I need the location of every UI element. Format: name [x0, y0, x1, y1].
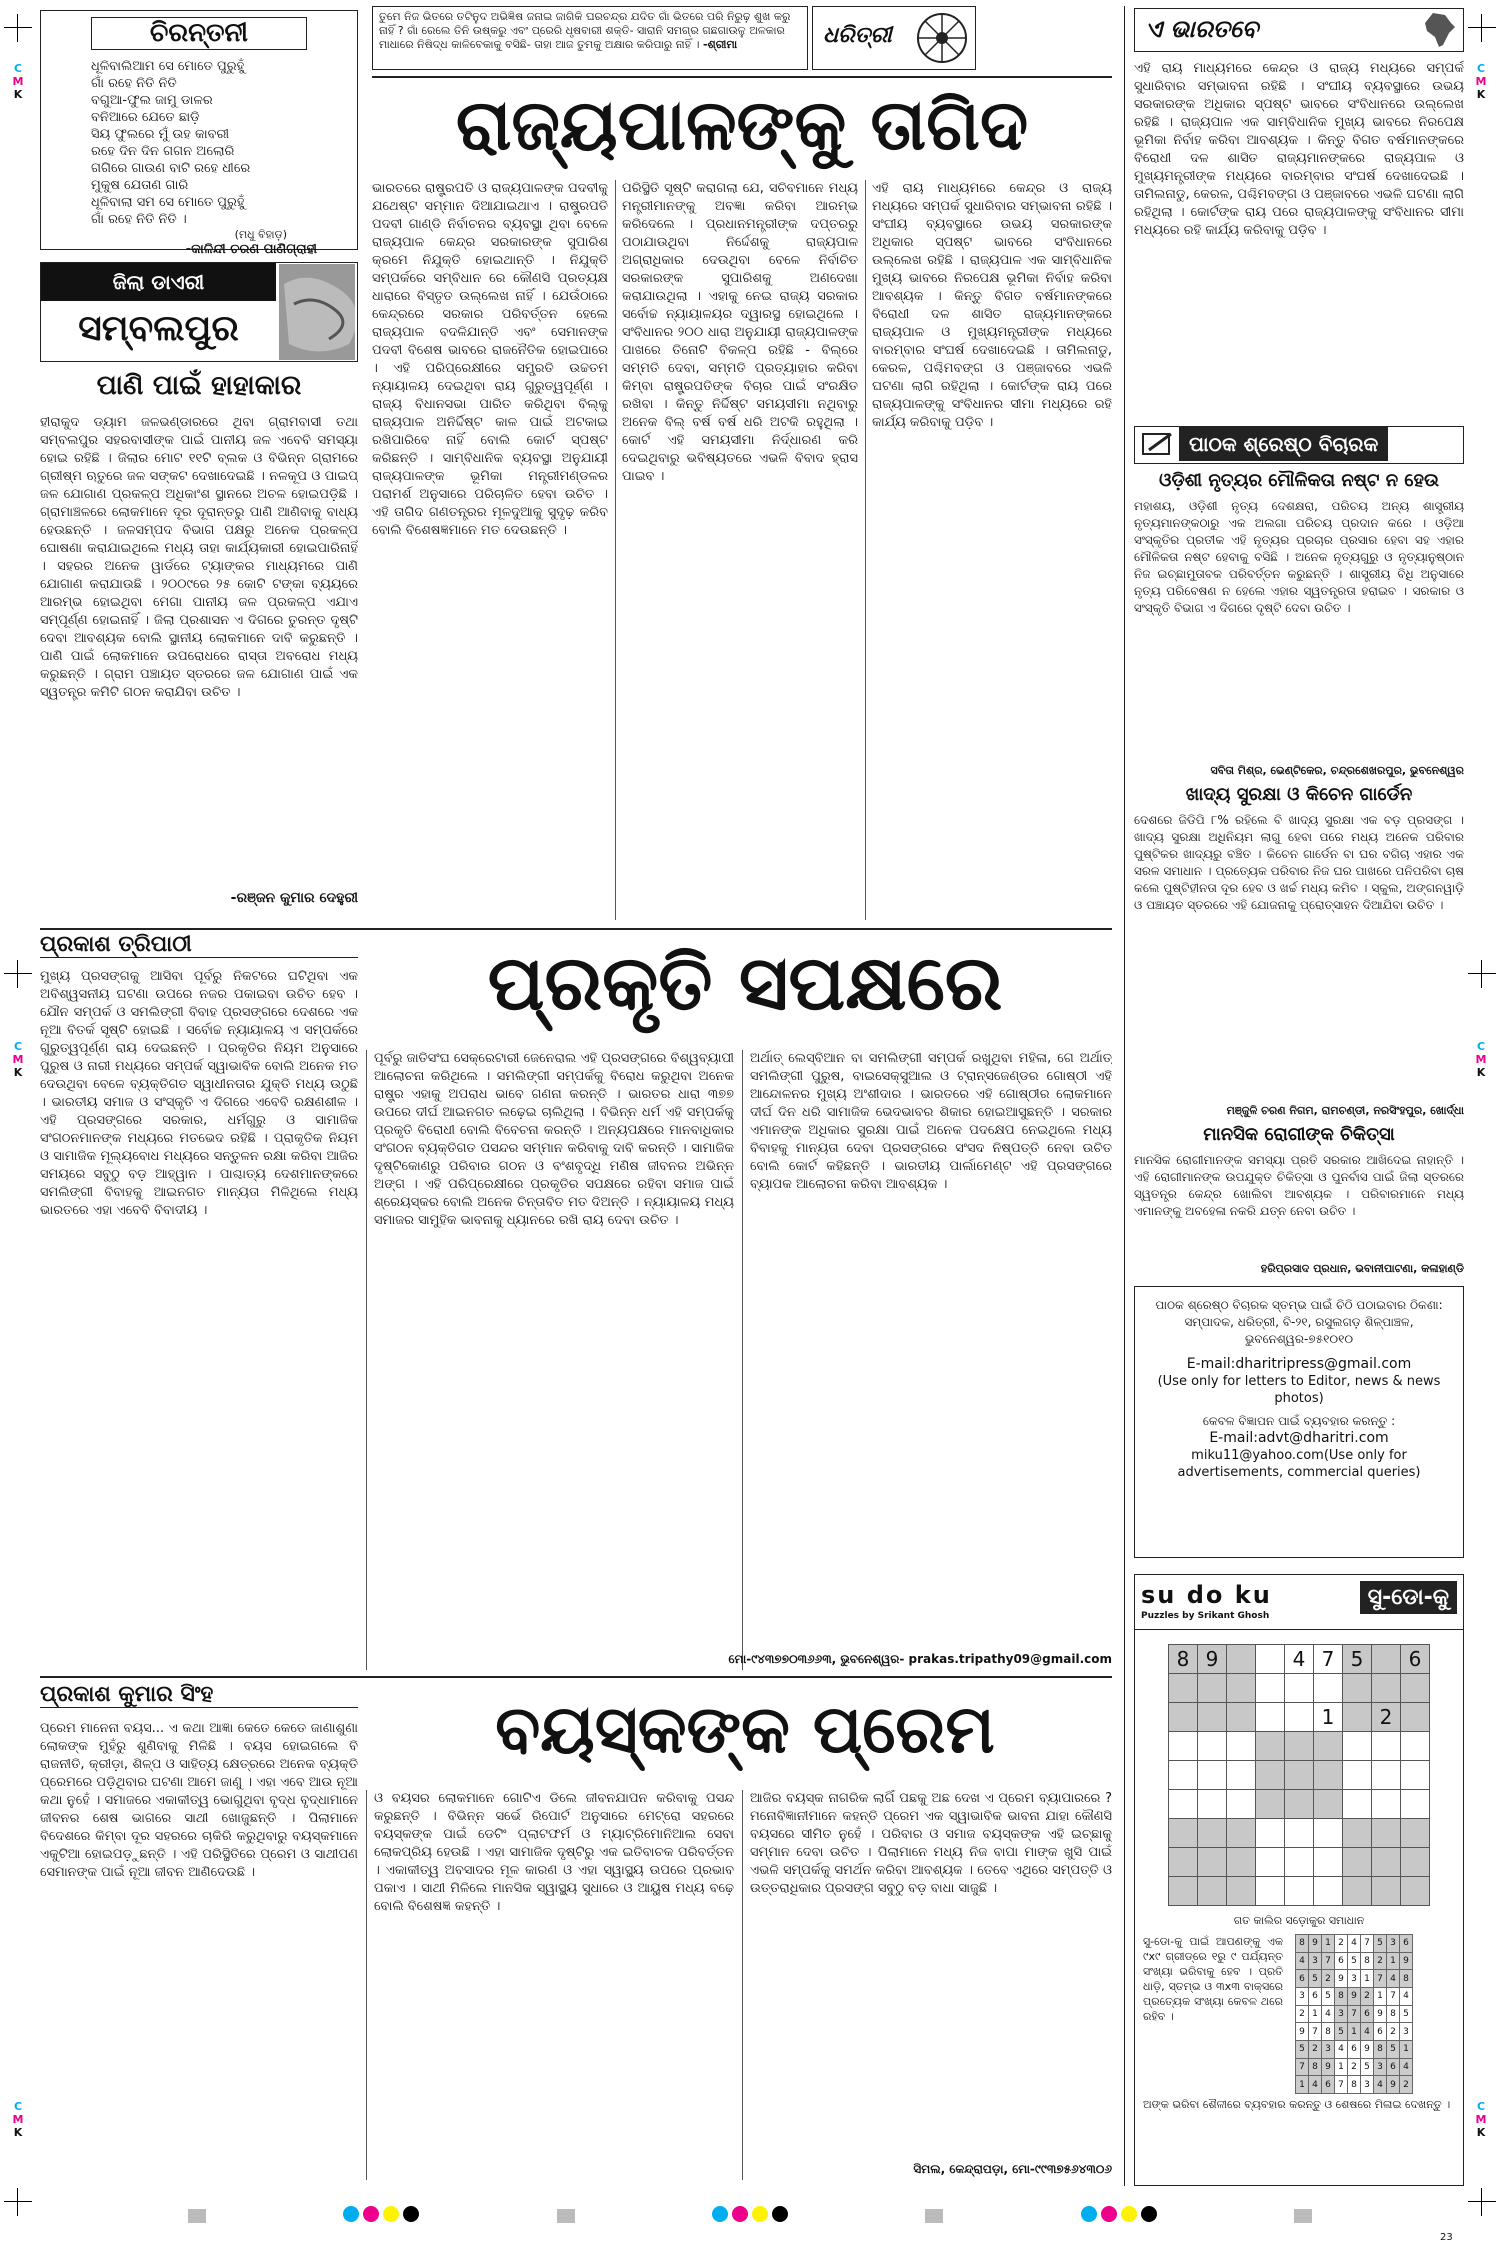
sudoku-cell[interactable] — [1401, 1877, 1430, 1906]
solution-cell: 5 — [1309, 1970, 1322, 1988]
sudoku-cell[interactable] — [1169, 1819, 1198, 1848]
prema-author: ପ୍ରକାଶ କୁମାର ସିଂହ — [40, 1682, 358, 1708]
sudoku-cell[interactable] — [1343, 1761, 1372, 1790]
registration-mark — [1468, 960, 1496, 988]
sudoku-cell[interactable] — [1169, 1848, 1198, 1877]
pani-byline: -ରଞ୍ଜନ କୁମାର ଦେହୁରୀ — [230, 890, 358, 906]
solution-cell: 7 — [1387, 1987, 1400, 2005]
cmyk-side-mark: C M K — [12, 1040, 24, 1079]
poem-line: ଗଗିରେ ଗାଉଣ ବାଟି ରହେ ଧୀରେ — [91, 161, 251, 176]
solution-cell: 9 — [1296, 2023, 1309, 2041]
prakruti-col2: ପୂର୍ବରୁ ଜାତିସଂଘ ସେକ୍ରେଟାରୀ ଜେନେରାଲ ଏହି ପ୍ରସଙ୍ଗରେ ବିଶ୍ୱବ୍ୟାପୀ ଆଲୋଚନା କରିଥିଲେ । ସମଲିଙ୍ଗୀ ସମ୍ପର୍କକୁ ବିରୋଧ କରୁଥିବା ଅନେକ ରାଷ୍ଟ୍ର ଏହାକୁ ଅପରାଧ ଭାବେ ଗଣନା କରନ୍ତି । ଭାରତର ଧାରା ୩୭୭ ଉପରେ ଦୀର୍ଘ ଆଇନଗତ ଲଢ଼େଇ ଚାଲିଥିଲା । ବିଭିନ୍ନ ଧର୍ମ ଏହି ସମ୍ପର୍କକୁ ପ୍ରକୃତି ବିରୋଧୀ ବୋଲି ବିବେଚନା କରନ୍ତି । ଅନ୍ୟପକ୍ଷରେ ମାନବାଧିକାର ସଂଗଠନ ବ୍ୟକ୍ତିଗତ ପସନ୍ଦର ସମ୍ମାନ କରିବାକୁ ଦାବି କରନ୍ତି । ସାମାଜିକ ଦୃଷ୍ଟିକୋଣରୁ ପରିବାର ଗଠନ ଓ ବଂଶବୃଦ୍ଧି ମଣିଷ ଜୀବନର ଅଭିନ୍ନ ଅଙ୍ଗ । ଏହି ପରିପ୍ରେକ୍ଷୀରେ ପ୍ରକୃତିର ସପକ୍ଷରେ ରହିବା ସମାଜ ପାଇଁ ଶ୍ରେୟସ୍କର ବୋଲି ଅନେକ ଚିନ୍ତାବିତ ମତ ଦିଅନ୍ତି । ନ୍ୟାୟାଳୟ ମଧ୍ୟ ସମାଜର ସାମୁହିକ ଭାବନାକୁ ଧ୍ୟାନରେ ରଖି ରାୟ ଦେବା ଉଚିତ । — [374, 1051, 734, 1228]
registration-mark — [4, 960, 32, 988]
sudoku-cell[interactable] — [1256, 1848, 1285, 1877]
sudoku-answer-caption: ଗତ କାଲିର ସଡ଼ୋକୁର ସମାଧାନ — [1233, 1914, 1365, 1927]
cmyk-dots — [1079, 2206, 1159, 2226]
rajyapal-col2: ପରିସ୍ଥିତି ସୃଷ୍ଟି କରାଗଲା ଯେ, ସଚିବମାନେ ମଧ୍ୟ ମନ୍ତ୍ରୀମାନଙ୍କୁ ଅବଜ୍ଞା କରିବା ଆରମ୍ଭ କରିଦେଲେ । ପ୍ରଧାନମନ୍ତ୍ରୀଙ୍କ ଦପ୍ତରରୁ ପଠାଯାଉଥିବା ନିର୍ଦ୍ଦେଶକୁ ରାଜ୍ୟପାଳ ଅଗ୍ରାଧିକାର ଦେଉଥିବା ବେଳେ ନିର୍ବାଚିତ ସରକାରଙ୍କ ସୁପାରିଶକୁ ଅଣଦେଖା କରାଯାଉଥିଲା । ଏହାକୁ ନେଇ ରାଜ୍ୟ ସରକାର ସର୍ବୋଚ୍ଚ ନ୍ୟାୟାଳୟର ଦ୍ୱାରସ୍ଥ ହୋଇଥିଲେ । ସଂବିଧାନର ୨୦୦ ଧାରା ଅନୁଯାୟୀ ରାଜ୍ୟପାଳଙ୍କ ପାଖରେ ତିନୋଟି ବିକଳ୍ପ ରହିଛି - ବିଲ୍‌ରେ ସମ୍ମତି ଦେବା, ସମ୍ମତି ପ୍ରତ୍ୟାହାର କରିବା କିମ୍ବା ରାଷ୍ଟ୍ରପତିଙ୍କ ବିଚାର ପାଇଁ ସଂରକ୍ଷିତ ରଖିବା । କିନ୍ତୁ ନିର୍ଦ୍ଦିଷ୍ଟ ସମୟସୀମା ନଥିବାରୁ ଅନେକ ବିଲ୍ ବର୍ଷ ବର୍ଷ ଧରି ଅଟକି ରହୁଥିଲା । କୋର୍ଟ ଏହି ସମୟସୀମା ନିର୍ଦ୍ଧାରଣ କରି ଦେଇଥିବାରୁ ଭବିଷ୍ୟତରେ ଏଭଳି ବିବାଦ ହ୍ରାସ ପାଇବ । — [622, 181, 858, 484]
poem-line: ବନିଆରେ ଯେତେ ଛାଡ଼ି — [91, 110, 200, 125]
solution-cell: 4 — [1296, 1952, 1309, 1970]
letter2-sign: ମଞ୍ଜୁଳି ଚରଣ ନିଗମ, ରାମଚଣ୍ଡୀ, ନରସିଂହପୁର, ଖୋର୍ଦ୍ଧା — [1226, 1104, 1464, 1117]
solution-cell: 8 — [1309, 2058, 1322, 2076]
dharitri-logo: ଧରିତ୍ରୀ — [823, 23, 892, 48]
solution-cell: 8 — [1387, 2005, 1400, 2023]
prakruti-col3: ଅର୍ଥାତ୍ ଲେସ୍‌ବିଆନ ବା ସମଲିଙ୍ଗୀ ସମ୍ପର୍କ ରଖୁଥିବା ମହିଳା, ଗେ ଅର୍ଥାତ୍ ସମଲିଙ୍ଗୀ ପୁରୁଷ, ବାଇସେକ୍ସୁଆଲ ଓ ଟ୍ରାନ୍ସଜେଣ୍ଡର ଗୋଷ୍ଠୀ ଏହି ଆନ୍ଦୋଳନର ମୁଖ୍ୟ ଅଂଶୀଦାର । ଭାରତରେ ଏହି ଗୋଷ୍ଠୀର ଲୋକମାନେ ଦୀର୍ଘ ଦିନ ଧରି ସାମାଜିକ ଭେଦଭାବର ଶିକାର ହୋଇଆସୁଛନ୍ତି । ସରକାର ଏମାନଙ୍କ ଅଧିକାର ସୁରକ୍ଷା ପାଇଁ ଅନେକ ପଦକ୍ଷେପ ନେଇଥିଲେ ମଧ୍ୟ ବିବାହକୁ ମାନ୍ୟତା ଦେବା ପ୍ରସଙ୍ଗରେ ସଂସଦ ନିଷ୍ପତ୍ତି ନେବା ଉଚିତ ବୋଲି କୋର୍ଟ କହିଛନ୍ତି । ଭାରତୀୟ ପାର୍ଲାମେଣ୍ଟ ଏହି ପ୍ରସଙ୍ଗରେ ବ୍ୟାପକ ଆଲୋଚନା କରିବା ଆବଶ୍ୟକ । — [750, 1051, 1112, 1192]
solution-cell: 3 — [1361, 2076, 1374, 2094]
solution-cell: 9 — [1322, 2058, 1335, 2076]
poem-line: ମୁକୁଷ ଯେତାଣ ଗାରି — [91, 178, 189, 193]
prakruti-byline: ମୋ-୯୪୩୭୭୦୩୬୬୩, ଭୁବନେଶ୍ୱର- prakas.tripathy09@gmail.com — [728, 1652, 1112, 1666]
solution-cell: 3 — [1335, 2005, 1348, 2023]
solution-cell: 7 — [1296, 2058, 1309, 2076]
sudoku-cell[interactable] — [1256, 1703, 1285, 1732]
solution-cell: 8 — [1400, 1970, 1413, 1988]
prema-byline: ସିମଲ, କେନ୍ଦ୍ରାପଡ଼ା, ମୋ-୯୯୩୭୫୬୪୩୦୬ — [913, 2162, 1112, 2176]
sudoku-cell[interactable] — [1314, 1848, 1343, 1877]
solution-cell: 4 — [1400, 1987, 1413, 2005]
prakruti-col1: ମୁଖ୍ୟ ପ୍ରସଙ୍ଗକୁ ଆସିବା ପୂର୍ବରୁ ନିକଟରେ ଘଟିଥିବା ଏକ ଅବିଶ୍ୱସନୀୟ ଘଟଣା ଉପରେ ନଜର ପକାଇବା ଉଚିତ ହେବ । ଯୌନ ସମ୍ପର୍କ ଓ ସମଲିଙ୍ଗୀ ବିବାହ ପ୍ରସଙ୍ଗରେ ଦେଶରେ ଏକ ନୂଆ ବିତର୍କ ସୃଷ୍ଟି ହୋଇଛି । ସର୍ବୋଚ୍ଚ ନ୍ୟାୟାଳୟ ଏ ସମ୍ପର୍କରେ ଗୁରୁତ୍ୱପୂର୍ଣ୍ଣ ରାୟ ଦେଇଛନ୍ତି । ପ୍ରକୃତିର ନିୟମ ଅନୁସାରେ ପୁରୁଷ ଓ ନାରୀ ମଧ୍ୟରେ ସମ୍ପର୍କ ସ୍ୱାଭାବିକ ବୋଲି ଅନେକ ମତ ଦେଉଥିବା ବେଳେ ବ୍ୟକ୍ତିଗତ ସ୍ୱାଧୀନତାର ଯୁକ୍ତି ମଧ୍ୟ ଉଠୁଛି । ଭାରତୀୟ ସମାଜ ଓ ସଂସ୍କୃତି ଏ ଦିଗରେ ଏବେବି ରକ୍ଷଣଶୀଳ । ଏହି ପ୍ରସଙ୍ଗରେ ସରକାର, ଧର୍ମଗୁରୁ ଓ ସାମାଜିକ ସଂଗଠନମାନଙ୍କ ମଧ୍ୟରେ ମତଭେଦ ରହିଛି । ପ୍ରାକୃତିକ ନିୟମ ଓ ସାମାଜିକ ମୂଲ୍ୟବୋଧ ମଧ୍ୟରେ ସନ୍ତୁଳନ ରକ୍ଷା କରିବା ଆଜିର ସମୟରେ ସବୁଠୁ ବଡ଼ ଆହ୍ୱାନ । ପାଶ୍ଚାତ୍ୟ ଦେଶମାନଙ୍କରେ ସମଲିଙ୍ଗୀ ବିବାହକୁ ଆଇନଗତ ମାନ୍ୟତା ମିଳିଥିଲେ ମଧ୍ୟ ଭାରତରେ ଏହା ଏବେବି ବିବାଦୀୟ । — [40, 969, 358, 1218]
solution-cell: 3 — [1322, 2040, 1335, 2058]
solution-cell: 5 — [1322, 1987, 1335, 2005]
registration-mark — [1468, 14, 1496, 42]
prema-col1: ପ୍ରେମ ମାନେନା ବୟସ... ଏ କଥା ଆଜ୍ଞା କେତେ କେତେ ଜାଣାଶୁଣା ଲୋକଙ୍କ ମୁହଁରୁ ଶୁଣିବାକୁ ମିଳିଛି । ବୟସ ହୋଇଗଲେ ବି ରାଜନୀତି, କ୍ରୀଡ଼ା, ଶିଳ୍ପ ଓ ସାହିତ୍ୟ କ୍ଷେତ୍ରରେ ଅନେକ ବ୍ୟକ୍ତି ପ୍ରେମରେ ପଡ଼ିଥିବାର ଘଟଣା ଆମେ ଜାଣୁ । ଏହା ଏବେ ଆଉ ନୂଆ କଥା ନୁହେଁ । ସମାଜରେ ଏକାକୀତ୍ୱ ଭୋଗୁଥିବା ବୃଦ୍ଧ ବୃଦ୍ଧାମାନେ ଜୀବନର ଶେଷ ଭାଗରେ ସାଥୀ ଖୋଜୁଛନ୍ତି । ପିଲାମାନେ ବିଦେଶରେ କିମ୍ବା ଦୂର ସହରରେ ଚାକିରି କରୁଥିବାରୁ ବୟସ୍କମାନେ ଏକୁଟିଆ ହୋଇପଡ଼ୁଛନ୍ତି । ଏହି ପରିସ୍ଥିତିରେ ପ୍ରେମ ଓ ସାଥୀପଣ ସେମାନଙ୍କ ପାଇଁ ନୂଆ ଜୀବନ ଆଣିଦେଉଛି । — [40, 1721, 358, 1880]
adv-email[interactable]: E-mail:advt@dharitri.com — [1209, 1430, 1389, 1446]
solution-cell: 6 — [1322, 2076, 1335, 2094]
solution-cell: 6 — [1348, 2040, 1361, 2058]
registration-mark — [1468, 2188, 1496, 2216]
sudoku-credit: Puzzles by Srikant Ghosh — [1141, 1611, 1270, 1621]
registration-mark — [4, 14, 32, 42]
solution-cell: 2 — [1309, 2040, 1322, 2058]
letter3-title: ମାନସିକ ରୋଗୀଙ୍କ ଚିକିତ୍ସା — [1203, 1124, 1395, 1145]
quote-text: ତୁମେ ନିଜ ଭିତରେ ତଟିନୁଦ ଅଭିଜ୍ଞିଷ ଜନାଇ ଜାଗିକି ଘରଚନ୍ଦ୍ର ଯଦିତ ଗାଁ ଭିତରେ ପରି ନିରୁଢ଼ ଶୁଖ କରୁ ନାହିଁ ? ଗାଁ ରେଲେ ତିନି ଉଷ୍କରୁ ଏବଂ ପ୍ରେରି ଧୃଷବାରୀ ଶକ୍ତି- ସାରାନି ସମଗ୍ର ଗଛଗାଉଳୁ ଅଳକାର ମାଧାରେ ନିଷିଦ୍ଧ କାଳିବେକାକୁ ବସିଛି- ତାହା ଆଜ ତୁମକୁ ଅକ୍ଷାର କରିପାରୁ ନାହିଁ । — [379, 10, 791, 51]
cmyk-side-mark: C M K — [1475, 1040, 1487, 1079]
solution-cell: 6 — [1387, 2058, 1400, 2076]
wheel-icon — [915, 11, 969, 65]
sudoku-cell[interactable] — [1401, 1790, 1430, 1819]
edition-body: ଏହି ରାୟ ମାଧ୍ୟମରେ କେନ୍ଦ୍ର ଓ ରାଜ୍ୟ ମଧ୍ୟରେ ସମ୍ପର୍କ ସୁଧାରିବାର ସମ୍ଭାବନା ରହିଛି । ସଂଘୀୟ ବ୍ୟବସ୍ଥାରେ ଉଭୟ ସରକାରଙ୍କ ଅଧିକାର ସ୍ପଷ୍ଟ ଭାବରେ ସଂବିଧାନରେ ଉଲ୍ଲେଖ ରହିଛି । ରାଜ୍ୟପାଳ ଏକ ସାମ୍ବିଧାନିକ ମୁଖ୍ୟ ଭାବରେ ନିରପେକ୍ଷ ଭୂମିକା ନିର୍ବାହ କରିବା ଆବଶ୍ୟକ । କିନ୍ତୁ ବିଗତ ବର୍ଷମାନଙ୍କରେ ବିରୋଧୀ ଦଳ ଶାସିତ ରାଜ୍ୟମାନଙ୍କରେ ରାଜ୍ୟପାଳ ଓ ମୁଖ୍ୟମନ୍ତ୍ରୀଙ୍କ ମଧ୍ୟରେ ବାରମ୍ବାର ସଂଘର୍ଷ ଦେଖାଦେଇଛି । ତାମିଲନାଡୁ, କେରଳ, ପଶ୍ଚିମବଙ୍ଗ ଓ ପଞ୍ଜାବରେ ଏଭଳି ଘଟଣା ଲାଗି ରହିଥିଲା । କୋର୍ଟଙ୍କ ରାୟ ପରେ ରାଜ୍ୟପାଳଙ୍କୁ ସଂବିଧାନର ସୀମା ମଧ୍ୟରେ ରହି କାର୍ଯ୍ୟ କରିବାକୁ ପଡ଼ିବ । — [1134, 61, 1464, 238]
sudoku-cell[interactable] — [1169, 1674, 1198, 1703]
sudoku-cell[interactable] — [1198, 1674, 1227, 1703]
solution-cell: 6 — [1335, 1952, 1348, 1970]
solution-cell: 2 — [1296, 2005, 1309, 2023]
sudoku-cell[interactable] — [1256, 1761, 1285, 1790]
solution-cell: 8 — [1374, 2040, 1387, 2058]
sudoku-cell[interactable] — [1285, 1877, 1314, 1906]
solution-cell: 1 — [1348, 2023, 1361, 2041]
column-rule — [615, 180, 616, 920]
solution-cell: 5 — [1374, 1935, 1387, 1953]
prema-col3: ଆଜିର ବୟସ୍କ ନାଗରିକ ଲାଗିଁ ପଛକୁ ଅଛ ଦେଖ ଏ ପ୍ରେମ ବ୍ୟାପାରରେ ? ମନୋବିଜ୍ଞାନୀମାନେ କହନ୍ତି ପ୍ରେମ ଏକ ସ୍ୱାଭାବିକ ଭାବନା ଯାହା କୌଣସି ବୟସରେ ସୀମିତ ନୁହେଁ । ପରିବାର ଓ ସମାଜ ବୟସ୍କଙ୍କ ଏହି ଇଚ୍ଛାକୁ ସମ୍ମାନ ଦେବା ଉଚିତ । ପିଲାମାନେ ମଧ୍ୟ ନିଜ ବାପା ମାଙ୍କ ଖୁସି ପାଇଁ ଏଭଳି ସମ୍ପର୍କକୁ ସମର୍ଥନ କରିବା ଆବଶ୍ୟକ । ତେବେ ଏଥିରେ ସମ୍ପତ୍ତି ଓ ଉତ୍ତରାଧିକାର ପ୍ରସଙ୍ଗ ସବୁଠୁ ବଡ଼ ବାଧା ସାଜୁଛି । — [750, 1791, 1112, 1896]
letter1-sign: ସବିତା ମିଶ୍ର, ଭେଣ୍ଟିକେର, ଚନ୍ଦ୍ରଶେଖରପୁର, ଭୁବନେଶ୍ୱର — [1210, 764, 1464, 777]
sudoku-rules: ସୁ-ଡୋ-କୁ ପାଇଁ ଆପଣଙ୍କୁ ଏକ ୯x୯ ଗ୍ରୀଡ୍‌ରେ ୧ରୁ ୯ ପର୍ଯ୍ୟନ୍ତ ସଂଖ୍ୟା ଭରିବାକୁ ହେବ । ପ୍ରତି ଧାଡ଼ି, ସ୍ତମ୍ଭ ଓ ୩x୩ ବାକ୍ସରେ ପ୍ରତ୍ୟେକ ସଂଖ୍ୟା କେବଳ ଥରେ ରହିବ । — [1143, 1935, 1283, 2023]
sudoku-cell[interactable] — [1169, 1877, 1198, 1906]
sudoku-cell[interactable] — [1401, 1819, 1430, 1848]
sudoku-cell[interactable] — [1227, 1645, 1256, 1674]
solution-cell: 9 — [1348, 1987, 1361, 2005]
solution-cell: 1 — [1296, 2076, 1309, 2094]
sudoku-cell[interactable] — [1372, 1674, 1401, 1703]
grey-patch — [1294, 2209, 1312, 2223]
cmyk-dots — [710, 2206, 790, 2226]
solution-cell: 9 — [1309, 1935, 1322, 1953]
sudoku-cell[interactable] — [1198, 1703, 1227, 1732]
rajyapal-headline: ରାଜ୍ୟପାଳଙ୍କୁ ତାଗିଦ — [455, 84, 1029, 166]
pani-headline: ପାଣି ପାଇଁ ହାହାକାର — [96, 370, 302, 401]
sudoku-cell[interactable] — [1227, 1877, 1256, 1906]
sudoku-cell[interactable] — [1314, 1877, 1343, 1906]
dharitri-logo-box — [812, 6, 976, 70]
solution-cell: 5 — [1335, 2023, 1348, 2041]
poem-line: ଧୂଳିବାଲିଆମ ସେ ମୋତେ ପୁରୁହୁଁ — [91, 59, 245, 74]
solution-cell: 7 — [1309, 2023, 1322, 2041]
sudoku-cell[interactable] — [1227, 1761, 1256, 1790]
pathaka-banner — [1134, 426, 1464, 464]
quote-author: -ଶ୍ରୀମା — [702, 38, 738, 51]
sudoku-cell[interactable] — [1285, 1703, 1314, 1732]
solution-cell: 7 — [1335, 2076, 1348, 2094]
sudoku-cell[interactable] — [1256, 1674, 1285, 1703]
sudoku-cell[interactable] — [1256, 1819, 1285, 1848]
solution-cell: 8 — [1296, 1935, 1309, 1953]
sudoku-cell[interactable] — [1314, 1674, 1343, 1703]
quote-box — [372, 6, 808, 70]
sudoku-cell[interactable]: 4 — [1285, 1645, 1314, 1674]
solution-cell: 1 — [1361, 1970, 1374, 1988]
solution-cell: 4 — [1361, 2023, 1374, 2041]
sudoku-cell[interactable]: 8 — [1169, 1645, 1198, 1674]
letter3-sign: ହରିପ୍ରସାଦ ପ୍ରଧାନ, ଭବାନୀପାଟଣା, କଳାହାଣ୍ଡି — [1260, 1262, 1464, 1275]
sudoku-cell[interactable] — [1169, 1732, 1198, 1761]
sudoku-solution — [1295, 1934, 1413, 2094]
sudoku-cell[interactable] — [1343, 1674, 1372, 1703]
sudoku-cell[interactable]: 1 — [1314, 1703, 1343, 1732]
cmyk-side-mark: C M K — [12, 62, 24, 101]
sudoku-cell[interactable] — [1227, 1732, 1256, 1761]
sudoku-cell[interactable] — [1314, 1819, 1343, 1848]
solution-cell: 1 — [1322, 1935, 1335, 1953]
cmyk-side-mark: C M K — [1475, 2100, 1487, 2139]
sudoku-cell[interactable] — [1343, 1848, 1372, 1877]
sudoku-cell[interactable] — [1343, 1819, 1372, 1848]
sudoku-cell[interactable] — [1285, 1790, 1314, 1819]
contact-box — [1134, 1286, 1464, 1558]
sudoku-cell[interactable] — [1285, 1732, 1314, 1761]
sudoku-cell[interactable] — [1401, 1761, 1430, 1790]
sudoku-cell[interactable] — [1169, 1703, 1198, 1732]
zilla-photo — [279, 264, 355, 360]
solution-cell: 2 — [1322, 1970, 1335, 1988]
solution-cell: 8 — [1322, 2023, 1335, 2041]
letter2-body: ଦେଶରେ ଜିଡିପି ୮% ରହିଲେ ବି ଖାଦ୍ୟ ସୁରକ୍ଷା ଏକ ବଡ଼ ପ୍ରସଙ୍ଗ । ଖାଦ୍ୟ ସୁରକ୍ଷା ଅଧିନିୟମ ଲାଗୁ ହେବା ପରେ ମଧ୍ୟ ଅନେକ ପରିବାର ପୁଷ୍ଟିକର ଖାଦ୍ୟରୁ ବଞ୍ଚିତ । କିଚେନ ଗାର୍ଡେନ ବା ଘର ବଗିଚା ଏହାର ଏକ ସରଳ ସମାଧାନ । ପ୍ରତ୍ୟେକ ପରିବାର ନିଜ ଘର ପାଖରେ ପନିପରିବା ଚାଷ କଲେ ପୁଷ୍ଟିହୀନତା ଦୂର ହେବ ଓ ଖର୍ଚ୍ଚ ମଧ୍ୟ କମିବ । ସ୍କୁଲ, ଅଙ୍ଗନୱାଡ଼ି ଓ ପଞ୍ଚାୟତ ସ୍ତରରେ ଏହି ଯୋଜନାକୁ ପ୍ରୋତ୍ସାହନ ଦିଆଯିବା ଉଚିତ । — [1134, 813, 1464, 912]
solution-cell: 5 — [1296, 2040, 1309, 2058]
solution-cell: 5 — [1348, 1952, 1361, 1970]
solution-cell: 1 — [1387, 1952, 1400, 1970]
column-rule — [1124, 6, 1125, 2186]
prema-headline: ବୟସ୍କଙ୍କ ପ୍ରେମ — [495, 1691, 995, 1768]
poem-line: ଗାଁ ରହେ ନିତି ନିତି । — [91, 212, 187, 227]
poem-note: (ମଧୁ ବିହାଡ଼) — [234, 228, 287, 241]
solution-cell: 2 — [1387, 2023, 1400, 2041]
solution-cell: 7 — [1374, 1970, 1387, 1988]
sudoku-cell[interactable] — [1372, 1761, 1401, 1790]
sudoku-cell[interactable] — [1227, 1819, 1256, 1848]
sudoku-cell[interactable]: 2 — [1372, 1703, 1401, 1732]
color-bar — [120, 2206, 1380, 2226]
solution-cell: 4 — [1335, 2040, 1348, 2058]
rajyapal-col3: ଏହି ରାୟ ମାଧ୍ୟମରେ କେନ୍ଦ୍ର ଓ ରାଜ୍ୟ ମଧ୍ୟରେ ସମ୍ପର୍କ ସୁଧାରିବାର ସମ୍ଭାବନା ରହିଛି । ସଂଘୀୟ ବ୍ୟବସ୍ଥାରେ ଉଭୟ ସରକାରଙ୍କ ଅଧିକାର ସ୍ପଷ୍ଟ ଭାବରେ ସଂବିଧାନରେ ଉଲ୍ଲେଖ ରହିଛି । ରାଜ୍ୟପାଳ ଏକ ସାମ୍ବିଧାନିକ ମୁଖ୍ୟ ଭାବରେ ନିରପେକ୍ଷ ଭୂମିକା ନିର୍ବାହ କରିବା ଆବଶ୍ୟକ । କିନ୍ତୁ ବିଗତ ବର୍ଷମାନଙ୍କରେ ବିରୋଧୀ ଦଳ ଶାସିତ ରାଜ୍ୟମାନଙ୍କରେ ରାଜ୍ୟପାଳ ଓ ମୁଖ୍ୟମନ୍ତ୍ରୀଙ୍କ ମଧ୍ୟରେ ବାରମ୍ବାର ସଂଘର୍ଷ ଦେଖାଦେଇଛି । ତାମିଲନାଡୁ, କେରଳ, ପଶ୍ଚିମବଙ୍ଗ ଓ ପଞ୍ଜାବରେ ଏଭଳି ଘଟଣା ଲାଗି ରହିଥିଲା । କୋର୍ଟଙ୍କ ରାୟ ପରେ ରାଜ୍ୟପାଳଙ୍କୁ ସଂବିଧାନର ସୀମା ମଧ୍ୟରେ ରହି କାର୍ଯ୍ୟ କରିବାକୁ ପଡ଼ିବ । — [872, 181, 1112, 430]
sudoku-logo-en: su do ku — [1141, 1581, 1272, 1609]
solution-cell: 6 — [1361, 2005, 1374, 2023]
solution-cell: 2 — [1335, 1935, 1348, 1953]
solution-cell: 2 — [1400, 2076, 1413, 2094]
letter2-title: ଖାଦ୍ୟ ସୁରକ୍ଷା ଓ କିଚେନ ଗାର୍ଡେନ — [1185, 784, 1413, 805]
sudoku-cell[interactable] — [1256, 1790, 1285, 1819]
solution-cell: 8 — [1348, 2076, 1361, 2094]
solution-cell: 5 — [1387, 2040, 1400, 2058]
sudoku-cell[interactable] — [1285, 1674, 1314, 1703]
sudoku-cell[interactable] — [1372, 1877, 1401, 1906]
letter3-body: ମାନସିକ ରୋଗୀମାନଙ୍କ ସମସ୍ୟା ପ୍ରତି ସରକାର ଆଖିଦେଇ ନାହାନ୍ତି । ଏହି ରୋଗୀମାନଙ୍କ ଉପଯୁକ୍ତ ଚିକିତ୍ସା ଓ ପୁନର୍ବାସ ପାଇଁ ଜିଲା ସ୍ତରରେ ସ୍ୱତନ୍ତ୍ର କେନ୍ଦ୍ର ଖୋଲିବା ଆବଶ୍ୟକ । ପରିବାରମାନେ ମଧ୍ୟ ଏମାନଙ୍କୁ ଅବହେଳା ନକରି ଯତ୍ନ ନେବା ଉଚିତ । — [1134, 1153, 1464, 1218]
sudoku-cell[interactable] — [1372, 1848, 1401, 1877]
solution-cell: 1 — [1309, 2005, 1322, 2023]
sudoku-cell[interactable] — [1198, 1819, 1227, 1848]
adv-email-2[interactable]: miku11@yahoo.com(Use only for advertisements, commercial queries) — [1177, 1448, 1421, 1480]
pathaka-title: ପାଠକ ଶ୍ରେଷ୍ଠ ବିଚାରକ — [1179, 427, 1388, 461]
solution-cell: 9 — [1361, 2040, 1374, 2058]
solution-cell: 3 — [1296, 1987, 1309, 2005]
sudoku-cell[interactable] — [1343, 1790, 1372, 1819]
grey-patch — [925, 2209, 943, 2223]
solution-cell: 1 — [1400, 2040, 1413, 2058]
solution-cell: 4 — [1374, 2076, 1387, 2094]
column-rule — [742, 1790, 743, 2180]
letter1-body: ମହାଶୟ, ଓଡ଼ିଶୀ ନୃତ୍ୟ ଦେଶକ୍ଷରା, ପରିଚୟ ଅନ୍ୟ ଶାସ୍ତ୍ରୀୟ ନୃତ୍ୟମାନଙ୍କଠାରୁ ଏକ ଅଲଗା ପରିଚୟ ପ୍ରଦାନ କରେ । ଓଡ଼ିଆ ସଂସ୍କୃତିର ପ୍ରତୀକ ଏହି ନୃତ୍ୟର ପ୍ରଚାର ପ୍ରସାର ହେବା ସହ ଏହାର ମୌଳିକତା ନଷ୍ଟ ହେବାକୁ ବସିଛି । ଅନେକ ନୃତ୍ୟଗୁରୁ ଓ ନୃତ୍ୟାନୁଷ୍ଠାନ ନିଜ ଇଚ୍ଛାମୁତାବକ ପରିବର୍ତ୍ତନ କରୁଛନ୍ତି । ଶାସ୍ତ୍ରୀୟ ବିଧି ଅନୁସାରେ ନୃତ୍ୟ ପରିବେଷଣ ନ ହେଲେ ଏହାର ସ୍ୱତନ୍ତ୍ରତା ହରାଇବ । ସରକାର ଓ ସଂସ୍କୃତି ବିଭାଗ ଏ ଦିଗରେ ଦୃଷ୍ଟି ଦେବା ଉଚିତ । — [1134, 499, 1464, 615]
solution-cell: 4 — [1309, 2076, 1322, 2094]
sudoku-cell[interactable] — [1198, 1761, 1227, 1790]
sudoku-cell[interactable]: 5 — [1343, 1645, 1372, 1674]
sudoku-cell[interactable] — [1314, 1790, 1343, 1819]
solution-cell: 9 — [1335, 1970, 1348, 1988]
sudoku-cell[interactable] — [1285, 1761, 1314, 1790]
prakruti-headline: ପ୍ରକୃତି ସପକ୍ଷରେ — [487, 938, 1003, 1027]
prema-col2: ଓ ବୟସର ଲୋକମାନେ ଗୋଟିଏ ଡିଲେ ଜୀବନଯାପନ କରିବାକୁ ପସନ୍ଦ କରୁଛନ୍ତି । ବିଭିନ୍ନ ସର୍ଭେ ରିପୋର୍ଟ ଅନୁସାରେ ମେଟ୍ରୋ ସହରରେ ବୟସ୍କଙ୍କ ପାଇଁ ଡେଟିଂ ପ୍ଲାଟଫର୍ମ ଓ ମ୍ୟାଟ୍ରିମୋନିଆଲ ସେବା ଲୋକପ୍ରିୟ ହେଉଛି । ଏହା ସାମାଜିକ ଦୃଷ୍ଟିରୁ ଏକ ଇତିବାଚକ ପରିବର୍ତ୍ତନ । ଏକାକୀତ୍ୱ ଅବସାଦର ମୂଳ କାରଣ ଓ ଏହା ସ୍ୱାସ୍ଥ୍ୟ ଉପରେ ପ୍ରଭାବ ପକାଏ । ସାଥୀ ମିଳିଲେ ମାନସିକ ସ୍ୱାସ୍ଥ୍ୟ ସୁଧାରେ ଓ ଆୟୁଷ ମଧ୍ୟ ବଢ଼େ ବୋଲି ବିଶେଷଜ୍ଞ କହନ୍ତି । — [374, 1791, 734, 1914]
pani-body: ହୀରାକୁଦ ଡ୍ୟାମ ଜଳଭଣ୍ଡାରରେ ଥିବା ଗ୍ରାମବାସୀ ତଥା ସମ୍ବଲପୁର ସହରବାସୀଙ୍କ ପାଇଁ ପାନୀୟ ଜଳ ଏବେବି ସମସ୍ୟା ହୋଇ ରହିଛି । ଜିଲାର ମୋଟ ୧୧ଟି ବ୍ଲକ ଓ ବିଭିନ୍ନ ଗ୍ରାମରେ ଗ୍ରୀଷ୍ମ ଋତୁରେ ଜଳ ସଙ୍କଟ ଦେଖାଦେଇଛି । ନଳକୂପ ଓ ପାଇପ୍ ଜଳ ଯୋଗାଣ ପ୍ରକଳ୍ପ ଅଧିକାଂଶ ସ୍ଥାନରେ ଅଚଳ ହୋଇପଡ଼ିଛି । ଗ୍ରାମାଞ୍ଚଳରେ ଲୋକମାନେ ଦୂର ଦୂରାନ୍ତରୁ ପାଣି ଆଣିବାକୁ ବାଧ୍ୟ ହେଉଛନ୍ତି । ଜଳସମ୍ପଦ ବିଭାଗ ପକ୍ଷରୁ ଅନେକ ପ୍ରକଳ୍ପ ଘୋଷଣା କରାଯାଇଥିଲେ ମଧ୍ୟ ତାହା କାର୍ଯ୍ୟକାରୀ ହୋଇପାରିନାହିଁ । ସହରର ଅନେକ ୱାର୍ଡରେ ଟ୍ୟାଙ୍କର ମାଧ୍ୟମରେ ପାଣି ଯୋଗାଣ କରାଯାଉଛି । ୨୦୦୯ରେ ୨୫ କୋଟି ଟଙ୍କା ବ୍ୟୟରେ ଆରମ୍ଭ ହୋଇଥିବା ମେଗା ପାନୀୟ ଜଳ ପ୍ରକଳ୍ପ ଏଯାଏ ସମ୍ପୂର୍ଣ୍ଣ ହୋଇନାହିଁ । ଜିଲା ପ୍ରଶାସନ ଏ ଦିଗରେ ତୁରନ୍ତ ଦୃଷ୍ଟି ଦେବା ଆବଶ୍ୟକ ବୋଲି ସ୍ଥାନୀୟ ଲୋକମାନେ ଦାବି କରୁଛନ୍ତି । ପାଣି ପାଇଁ ଲୋକମାନେ ଉପରୋଧରେ ରାସ୍ତା ଅବରୋଧ ମଧ୍ୟ କରୁଛନ୍ତି । ଗ୍ରାମ ପଞ୍ଚାୟତ ସ୍ତରରେ ଜଳ ଯୋଗାଣ ପାଇଁ ଏକ ସ୍ୱତନ୍ତ୍ର କମିଟି ଗଠନ କରାଯିବା ଉଚିତ । — [40, 415, 358, 700]
sudoku-header — [1135, 1575, 1463, 1630]
column-rule — [366, 1790, 367, 2180]
sudoku-cell[interactable] — [1227, 1848, 1256, 1877]
solution-cell: 4 — [1400, 2058, 1413, 2076]
sudoku-cell[interactable] — [1372, 1819, 1401, 1848]
sudoku-cell[interactable] — [1343, 1703, 1372, 1732]
editor-email[interactable]: E-mail:dharitripress@gmail.com — [1186, 1356, 1412, 1372]
sudoku-cell[interactable] — [1401, 1732, 1430, 1761]
sudoku-cell[interactable] — [1401, 1674, 1430, 1703]
page-number: 23 — [1440, 2232, 1453, 2243]
solution-cell: 9 — [1387, 2076, 1400, 2094]
solution-cell: 2 — [1361, 1987, 1374, 2005]
poem-line: ବଗୁଆ-ଫୁଲ ଜାମୁ ଡାଳର — [91, 93, 213, 108]
sudoku-cell[interactable]: 9 — [1198, 1645, 1227, 1674]
solution-cell: 8 — [1361, 1952, 1374, 1970]
solution-cell: 7 — [1322, 1952, 1335, 1970]
poem-author: -କାଳିନ୍ଦୀ ଚରଣ ପାଣିଗ୍ରାହୀ — [185, 242, 317, 257]
solution-cell: 8 — [1335, 1987, 1348, 2005]
sudoku-cell[interactable] — [1343, 1732, 1372, 1761]
poem-line: ଗାଁ ରହେ ନିତି ନିତି — [91, 76, 177, 91]
solution-cell: 3 — [1348, 1970, 1361, 1988]
edition-banner — [1134, 8, 1464, 52]
adv-intro: କେବଳ ବିଜ୍ଞାପନ ପାଇଁ ବ୍ୟବହାର କରନ୍ତୁ : — [1202, 1414, 1396, 1428]
solution-cell: 3 — [1400, 2023, 1413, 2041]
sudoku-cell[interactable] — [1285, 1819, 1314, 1848]
poem — [51, 58, 347, 228]
sudoku-cell[interactable] — [1256, 1877, 1285, 1906]
sudoku-cell[interactable]: 7 — [1314, 1645, 1343, 1674]
column-rule — [742, 1050, 743, 1670]
sudoku-cell[interactable] — [1372, 1790, 1401, 1819]
prakruti-author: ପ୍ରକାଶ ତ୍ରିପାଠୀ — [40, 932, 358, 958]
poem-line: ଧୂଳିବାଲା ସମ ସେ ମୋତେ ପୁରୁହୁଁ — [91, 195, 245, 210]
sudoku-cell[interactable]: 6 — [1401, 1645, 1430, 1674]
pen-icon — [1141, 430, 1175, 460]
sudoku-cell[interactable] — [1169, 1790, 1198, 1819]
column-rule — [865, 180, 866, 920]
solution-cell: 7 — [1348, 2005, 1361, 2023]
edition-banner-text: ଏ ଭାରତବେ — [1145, 15, 1259, 43]
registration-mark — [4, 2188, 32, 2216]
sudoku-cell[interactable] — [1372, 1645, 1401, 1674]
solution-cell: 1 — [1374, 1987, 1387, 2005]
solution-cell: 1 — [1335, 2058, 1348, 2076]
sudoku-cell[interactable] — [1198, 1732, 1227, 1761]
sudoku-cell[interactable] — [1285, 1848, 1314, 1877]
rajyapal-col1: ଭାରତରେ ରାଷ୍ଟ୍ରପତି ଓ ରାଜ୍ୟପାଳଙ୍କ ପଦବୀକୁ ଯଥେଷ୍ଟ ସମ୍ମାନ ଦିଆଯାଇଥାଏ । ରାଷ୍ଟ୍ରପତି ପଦବୀ ଗାଣ୍ଡି ନିର୍ବାଚନର ବ୍ୟବସ୍ଥା ଥିବା ବେଳେ ରାଜ୍ୟପାଳ କେନ୍ଦ୍ର ସରକାରଙ୍କ ସୁପାରିଶ କ୍ରମେ ନିଯୁକ୍ତି ହୋଇଥାନ୍ତି । ନିଯୁକ୍ତି ସମ୍ପର୍କରେ ସମ୍ବିଧାନ ରେ କୌଣସି ପ୍ରତ୍ୟକ୍ଷ ଧାରାରେ ବିସ୍ତୃତ ଉଲ୍ଲେଖ ନାହିଁ । ଯେଉଁଠାରେ କେନ୍ଦ୍ରରେ ସରକାର ପରିବର୍ତ୍ତନ ହେଲେ ରାଜ୍ୟପାଳ ବଦଳିଯାନ୍ତି ଏବଂ ସେମାନଙ୍କ ପଦବୀ ବିଶେଷ ଭାବରେ ରାଜନୈତିକ ହୋଇପାରେ । ଏହି ପରିପ୍ରେକ୍ଷୀରେ ସମ୍ପ୍ରତି ଉଚ୍ଚତମ ନ୍ୟାୟାଳୟ ଦେଇଥିବା ରାୟ ଗୁରୁତ୍ୱପୂର୍ଣ୍ଣ । ରାଜ୍ୟ ବିଧାନସଭା ପାରିତ କରିଥିବା ବିଲ୍‌କୁ ରାଜ୍ୟପାଳ ଅନିର୍ଦ୍ଦିଷ୍ଟ କାଳ ପାଇଁ ଅଟକାଇ ରଖିପାରିବେ ନାହିଁ ବୋଲି କୋର୍ଟ ସ୍ପଷ୍ଟ କରିଛନ୍ତି । ସାମ୍ବିଧାନିକ ବ୍ୟବସ୍ଥା ଅନୁଯାୟୀ ରାଜ୍ୟପାଳଙ୍କ ଭୂମିକା ମନ୍ତ୍ରୀମଣ୍ଡଳର ପରାମର୍ଶ ଅନୁସାରେ ପରିଚାଳିତ ହେବା ଉଚିତ । ଏହି ତାଗିଦ ଗଣତନ୍ତ୍ରର ମୂଳଦୁଆକୁ ସୁଦୃଢ଼ କରିବ ବୋଲି ବିଶେଷଜ୍ଞମାନେ ମତ ଦେଉଛନ୍ତି । — [372, 181, 608, 538]
sudoku-footer: ଅଙ୍କ ଭରିବା ଶୈଳୀରେ ବ୍ୟବହାର କରନ୍ତୁ ଓ ଶେଷରେ ମିଳାଇ ଦେଖନ୍ତୁ । — [1143, 2098, 1451, 2111]
sudoku-cell[interactable] — [1227, 1674, 1256, 1703]
editor-email-note: (Use only for letters to Editor, news & news photos) — [1157, 1374, 1441, 1406]
solution-cell: 4 — [1387, 1970, 1400, 1988]
zilla-name: ସମ୍ବଲପୁର — [78, 308, 239, 349]
india-map-icon — [1421, 11, 1457, 49]
sudoku-cell[interactable] — [1314, 1732, 1343, 1761]
sudoku-cell[interactable] — [1198, 1790, 1227, 1819]
sudoku-cell[interactable] — [1314, 1761, 1343, 1790]
rule — [372, 76, 1112, 78]
solution-cell: 5 — [1361, 2058, 1374, 2076]
sudoku-box — [1134, 1574, 1464, 2186]
grey-patch — [188, 2209, 206, 2223]
sudoku-cell[interactable] — [1401, 1703, 1430, 1732]
grey-patch — [557, 2209, 575, 2223]
solution-cell: 6 — [1309, 1987, 1322, 2005]
solution-cell: 2 — [1348, 2058, 1361, 2076]
sudoku-cell[interactable] — [1256, 1732, 1285, 1761]
poem-line: ସିୟ ଫୁଲରେ ମୁଁ ଉହ କାବରୀ — [91, 127, 230, 142]
sudoku-cell[interactable] — [1227, 1790, 1256, 1819]
chirantani-box — [40, 10, 358, 257]
solution-cell: 3 — [1309, 1952, 1322, 1970]
solution-cell: 6 — [1374, 2023, 1387, 2041]
sudoku-grid[interactable] — [1168, 1644, 1430, 1906]
sudoku-cell[interactable] — [1227, 1703, 1256, 1732]
letter1-title: ଓଡ଼ିଶୀ ନୃତ୍ୟର ମୌଳିକତା ନଷ୍ଟ ନ ହେଉ — [1159, 470, 1439, 491]
column-rule — [366, 1050, 367, 1670]
contact-intro: ପାଠକ ଶ୍ରେଷ୍ଠ ବିଚାରକ ସ୍ତମ୍ଭ ପାଇଁ ଚିଠି ପଠାଇବାର ଠିକଣା: ସମ୍ପାଦକ, ଧରିତ୍ରୀ, ବି-୨୧, ରସୁଲଗଡ଼ ଶିଳ୍ପାଞ୍ଚଳ, ଭୁବନେଶ୍ୱର-୭୫୧୦୧୦ — [1155, 1298, 1443, 1346]
zilla-diary-box — [40, 262, 358, 362]
cmyk-side-mark: C M K — [12, 2100, 24, 2139]
solution-cell: 4 — [1322, 2005, 1335, 2023]
rule — [40, 1676, 1112, 1678]
solution-cell: 3 — [1374, 2058, 1387, 2076]
poem-line: ରହେ ଦିନ ଦିନ ଗଗନ ଅଲୋରି — [91, 144, 235, 159]
cmyk-dots — [341, 2206, 421, 2226]
zilla-label: ଜିଲା ଡାଏରୀ — [41, 263, 276, 301]
sudoku-cell[interactable] — [1401, 1848, 1430, 1877]
sudoku-cell[interactable] — [1198, 1848, 1227, 1877]
solution-cell: 5 — [1400, 2005, 1413, 2023]
solution-cell: 7 — [1361, 1935, 1374, 1953]
solution-cell: 3 — [1387, 1935, 1400, 1953]
sudoku-cell[interactable] — [1169, 1761, 1198, 1790]
sudoku-cell[interactable] — [1372, 1732, 1401, 1761]
sudoku-logo-or: ସୁ-ଡୋ-କୁ — [1360, 1581, 1457, 1614]
cmyk-side-mark: C M K — [1475, 62, 1487, 101]
solution-cell: 4 — [1348, 1935, 1361, 1953]
sudoku-cell[interactable] — [1343, 1877, 1372, 1906]
chirantani-title: ଚିରନ୍ତନୀ — [91, 17, 307, 50]
solution-cell: 9 — [1374, 2005, 1387, 2023]
solution-cell: 6 — [1296, 1970, 1309, 1988]
sudoku-cell[interactable] — [1256, 1645, 1285, 1674]
solution-cell: 6 — [1400, 1935, 1413, 1953]
sudoku-cell[interactable] — [1198, 1877, 1227, 1906]
solution-cell: 9 — [1400, 1952, 1413, 1970]
solution-cell: 2 — [1374, 1952, 1387, 1970]
